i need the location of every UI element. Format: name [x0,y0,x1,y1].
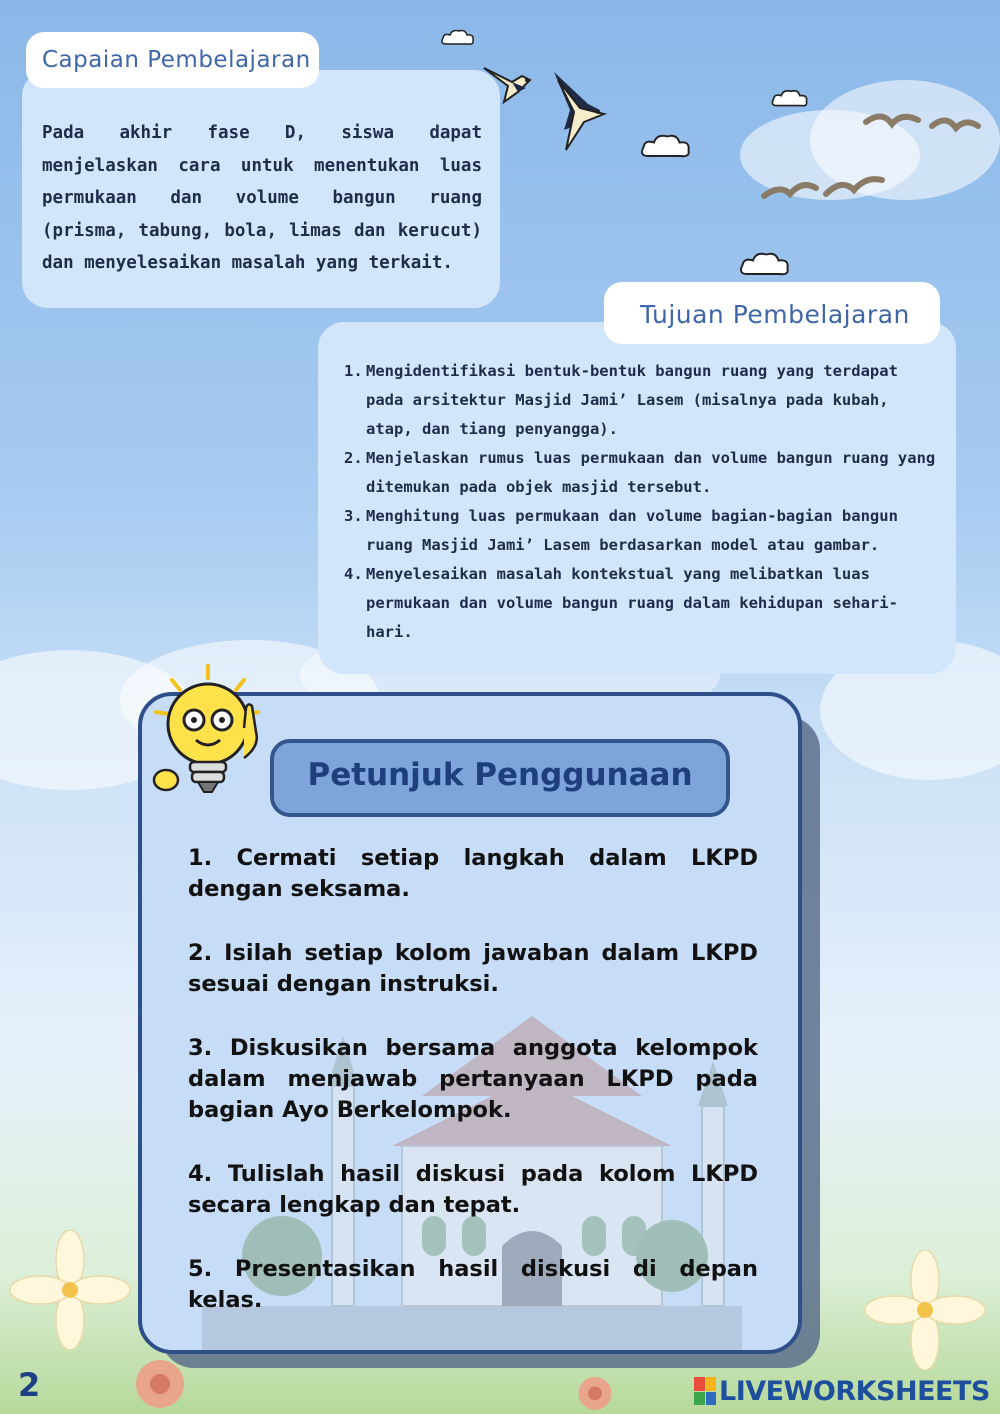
flower-icon [120,1350,200,1414]
petunjuk-title: Petunjuk Penggunaan [307,757,693,793]
list-item: 3. Menghitung luas permukaan dan volume bagian-bagian bangun ruang Masjid Jami’ Lasem berdasarkan model atau gambar. [344,507,898,554]
flower-icon [560,1370,630,1414]
cloud-icon [738,250,792,280]
list-item: 4. Menyelesaikan masalah kontekstual yang melibatkan luas permukaan dan volume bangun ruang dalam kehidupan sehari-hari. [344,565,898,641]
list-item: 5. Presentasikan hasil diskusi di depan kelas. [188,1256,758,1313]
liveworksheets-logo-icon [694,1377,716,1405]
capaian-text: Pada akhir fase D, siswa dapat menjelaskan cara untuk menentukan luas permukaan dan volume bangun ruang (prisma, tabung, bola, limas dan kerucut) dan menyelesaikan masalah yang terkait. [42,123,482,274]
list-item: 2. Menjelaskan rumus luas permukaan dan volume bangun ruang yang ditemukan pada objek masjid tersebut. [344,449,936,496]
bird-icon [540,70,610,160]
flower-icon [850,1250,1000,1370]
bird-icon [862,108,982,148]
list-item: 3. Diskusikan bersama anggota kelompok dalam menjawab pertanyaan LKPD pada bagian Ayo Berkelompok. [188,1035,758,1123]
cloud-icon [770,88,810,110]
page-number: 2 [18,1366,41,1404]
list-item: 2. Isilah setiap kolom jawaban dalam LKPD sesuai dengan instruksi. [188,940,758,997]
tujuan-title: Tujuan Pembelajaran [604,282,940,344]
cloud-icon [440,28,476,48]
lightbulb-mascot-icon [148,662,274,802]
tujuan-list [344,357,942,647]
list-item: 4. Tulislah hasil diskusi pada kolom LKPD secara lengkap dan tepat. [188,1161,758,1218]
brand-text: LIVEWORKSHEETS [719,1375,990,1407]
capaian-title: Capaian Pembelajaran [26,32,319,88]
petunjuk-list [188,843,758,1349]
flower-icon [0,1230,140,1350]
list-item: 1. Mengidentifikasi bentuk-bentuk bangun ruang yang terdapat pada arsitektur Masjid Jami’ Lasem (misalnya pada kubah, atap, dan tiang penyangga). [344,362,898,438]
liveworksheets-brand[interactable] [694,1374,990,1408]
cloud-icon [638,132,694,162]
list-item: 1. Cermati setiap langkah dalam LKPD dengan seksama. [188,845,758,902]
bird-icon [760,168,890,208]
